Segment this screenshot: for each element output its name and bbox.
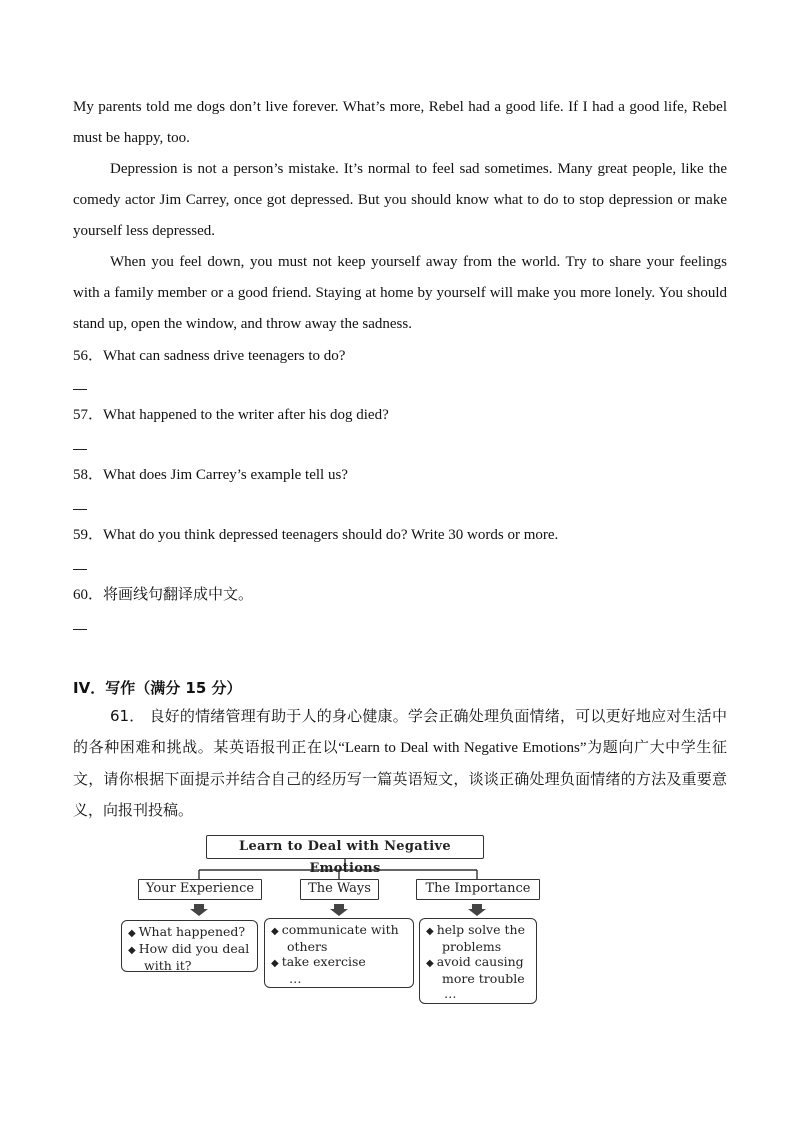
- answer-line-56[interactable]: [73, 389, 87, 390]
- diagram-heading-the-importance: [416, 879, 540, 900]
- prompt-text-after: 为题向广大中学生征文，请你根据下面提示并结合自己的经历写一篇英语短文，谈谈正确处理负面情绪的方法及重要意义，向报刊投稿。: [73, 738, 727, 819]
- question-text: What do you think depressed teenagers should do? Write 30 words or more.: [103, 527, 559, 543]
- question-text: 将画线句翻译成中文。: [103, 587, 254, 603]
- list-item: ◆ How did you deal: [128, 941, 250, 956]
- heading-label: Your Experience: [145, 881, 255, 896]
- question-number: 57．: [73, 407, 104, 423]
- list-item: ◆ communicate with: [271, 922, 399, 937]
- diagram-list-the-ways: [264, 918, 414, 988]
- list-item: ◆ What happened?: [128, 924, 246, 939]
- arrow-down-icon: [190, 904, 208, 916]
- diagram-list-the-importance: [419, 918, 537, 1004]
- question-number: 56．: [73, 348, 104, 364]
- heading-label: The Importance: [425, 881, 531, 896]
- list-item-continuation: others: [287, 939, 328, 954]
- list-item: ◆ help solve the: [426, 922, 525, 937]
- prompt-text-before: 良好的情绪管理有助于人的身心健康。学会正确处理负面情绪，可以更好地应对生活中的各种困难和挑战。某英语报刊正在以: [73, 707, 727, 756]
- diamond-bullet-icon: ◆: [271, 926, 279, 937]
- arrow-down-icon: [468, 904, 486, 916]
- list-item: ◆ avoid causing: [426, 954, 524, 969]
- diagram-heading-the-ways: [300, 879, 379, 900]
- question-number: 60．: [73, 587, 104, 603]
- section-title-writing: IV．写作（满分 15 分）: [73, 679, 242, 697]
- diagram-list-your-experience: [121, 920, 258, 972]
- question-60: [73, 585, 253, 605]
- passage-paragraph-1: My parents told me dogs don’t live forever. What’s more, Rebel had a good life. If I had a good life, Rebel must be happy, too.: [73, 99, 727, 146]
- answer-line-58[interactable]: [73, 509, 87, 510]
- question-text: What happened to the writer after his dog died?: [103, 407, 389, 423]
- question-number: 59．: [73, 527, 104, 543]
- question-59: [73, 525, 558, 545]
- diamond-bullet-icon: ◆: [128, 945, 136, 956]
- diamond-bullet-icon: ◆: [426, 958, 434, 969]
- diagram-title: Learn to Deal with Negative Emotions: [239, 839, 451, 876]
- question-58: [73, 465, 348, 485]
- list-ellipsis: …: [444, 986, 459, 1001]
- answer-line-57[interactable]: [73, 449, 87, 450]
- diagram-title-box: [206, 835, 484, 876]
- question-text: What can sadness drive teenagers to do?: [103, 348, 346, 364]
- question-number: 58．: [73, 467, 104, 483]
- heading-label: The Ways: [308, 881, 371, 896]
- list-item: ◆ take exercise: [271, 954, 366, 969]
- list-item-continuation: more trouble: [442, 971, 525, 986]
- diamond-bullet-icon: ◆: [128, 928, 136, 939]
- arrow-down-icon: [330, 904, 348, 916]
- answer-line-60[interactable]: [73, 629, 87, 630]
- passage-paragraph-2: Depression is not a person’s mistake. It’s normal to feel sad sometimes. Many great people, like the comedy actor Jim Carrey, once got depressed. But you should know what to do to stop depression or make yourself less depressed.: [73, 161, 727, 239]
- diagram-heading-your-experience: [138, 879, 262, 900]
- diamond-bullet-icon: ◆: [271, 958, 279, 969]
- question-57: [73, 405, 389, 425]
- question-text: What does Jim Carrey’s example tell us?: [103, 467, 348, 483]
- list-ellipsis: …: [289, 971, 304, 986]
- list-item-continuation: problems: [442, 939, 502, 954]
- passage-paragraph-3: When you feel down, you must not keep yourself away from the world. Try to share your feelings with a family member or a good friend. Staying at home by yourself will make you more lonely. You should stand up, open the window, and throw away the sadness.: [73, 254, 727, 332]
- writing-prompt: [73, 701, 727, 826]
- question-56: [73, 346, 345, 366]
- prompt-number: 61．: [110, 707, 145, 725]
- list-item-continuation: with it?: [144, 958, 192, 973]
- diamond-bullet-icon: ◆: [426, 926, 434, 937]
- answer-line-59[interactable]: [73, 569, 87, 570]
- prompt-essay-title: “Learn to Deal with Negative Emotions”: [338, 740, 587, 756]
